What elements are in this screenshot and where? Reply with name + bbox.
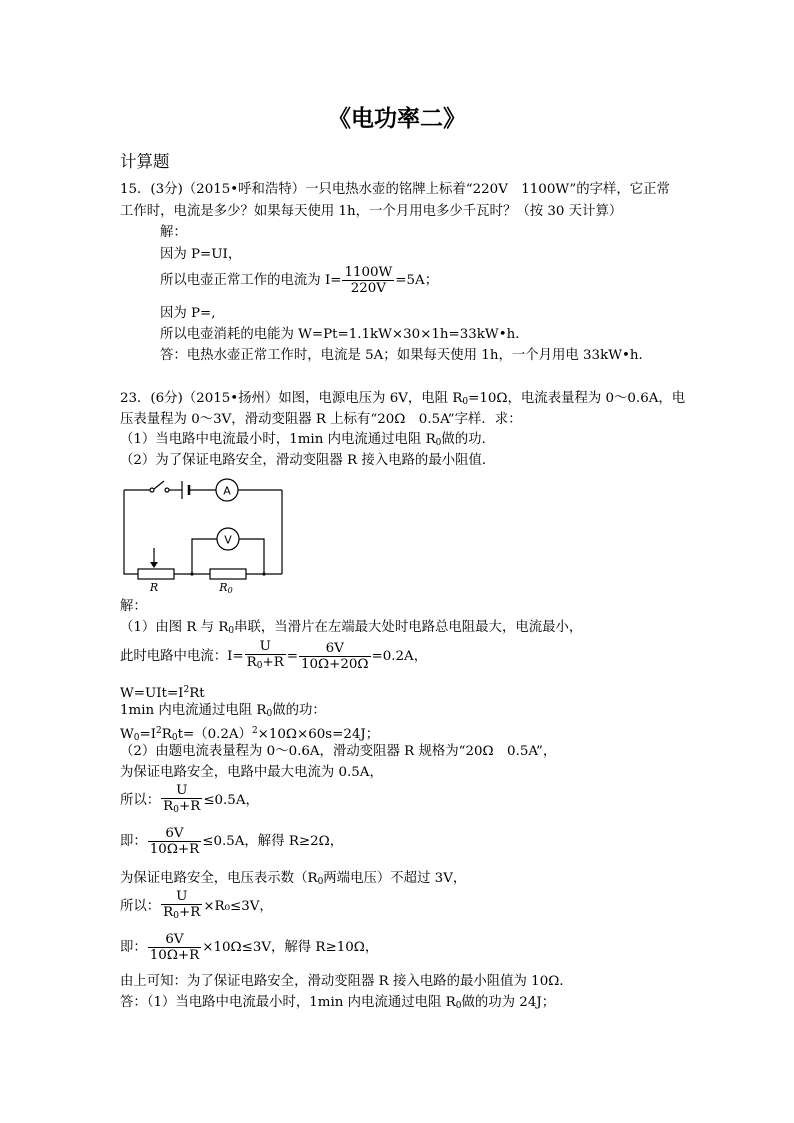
solution-start: 解： — [120, 599, 147, 614]
fraction: $\frac{6V}{10\Omega+R}$ — [149, 826, 200, 857]
q23-line2: 压表量程为 0～3V，滑动变阻器 R 上标有“20Ω 0.5A”字样．求： — [120, 412, 522, 427]
resistor-R0 — [210, 569, 246, 579]
q15-line1: 15．(3分)（2015•呼和浩特）一只电热水壶的铭牌上标着“220V 1100W”的字样，它正常 — [120, 182, 670, 197]
page-title: 《电功率二》 — [328, 106, 466, 132]
slider-arrowhead — [150, 562, 158, 568]
q15-step1: 解： — [160, 225, 187, 240]
fraction: $\frac{U}{R_0+R}$ — [163, 783, 201, 815]
junction-dot — [190, 572, 193, 575]
fraction: $\frac{U}{R_0+R}$ — [246, 639, 284, 671]
switch-pivot — [150, 488, 154, 492]
switch-contact — [165, 488, 169, 492]
fraction: $\frac{6V}{10\Omega+R}$ — [149, 932, 200, 963]
fraction: $\frac{1100W}{220V}$ — [344, 265, 393, 296]
solution-b2: 为保证电路安全，电路中最大电流为 0.5A， — [120, 765, 383, 780]
solution-a4: 1min 内电流通过电阻 $R_0$做的功： — [120, 703, 326, 719]
resistor-label: R0 — [219, 581, 233, 594]
solution-a3: $W=UIt=I^2Rt$ — [120, 685, 205, 701]
voltmeter-label: V — [224, 533, 232, 547]
q23-line4: （2）为了保证电路安全，滑动变阻器 R 接入电路的最小阻值． — [120, 453, 496, 468]
solution-answer: 答：（1）当电路中电流最小时，1min 内电流通过电阻 $R_0$做的功为 24J； — [120, 995, 556, 1011]
rheostat-label: R — [149, 581, 159, 594]
fraction: $\frac{U}{R_0+R}$ — [163, 889, 201, 921]
circuit-diagram — [120, 476, 290, 594]
solution-a2: 此时电路中电流：I= $\frac{U}{R_0+R}$ = $\frac{6V}{10\Omega+20\Omega}$ =0.2A， — [120, 639, 428, 672]
solution-b6: 所以： $\frac{U}{R_0+R}$ ×R₀≤3V， — [120, 889, 273, 924]
q23-line3: （1）当电路中电流最小时，1min 内电流通过电阻 $R_0$做的功． — [120, 432, 495, 448]
switch-blade — [154, 481, 164, 489]
q15-line2: 工作时，电流是多少？如果每天使用 1h，一个月用电多少千瓦时？（按 30 天计算） — [120, 204, 623, 219]
section-heading: 计算题 — [120, 152, 170, 171]
q15-answer: 答：电热水壶正常工作时，电流是 5A；如果每天使用 1h，一个月用电 33kW•h． — [160, 348, 652, 363]
q15-step2: 因为 P=UI， — [160, 247, 242, 262]
junction-dot — [262, 572, 265, 575]
solution-b3: 所以： $\frac{U}{R_0+R}$ ≤0.5A， — [120, 783, 259, 818]
q15-step3: 所以电壶正常工作的电流为 I= $\frac{1100W}{220V}$ =5A； — [160, 265, 439, 296]
solution-a1: （1）由图 R 与 $R_0$串联，当滑片在左端最大处时电路总电阻最大，电流最小， — [120, 620, 583, 636]
solution-a5: $W_0=I^2R_0t=(0.2A)^2\times 10\Omega\times 60s=24J$； — [120, 726, 380, 743]
fraction: $\frac{6V}{10\Omega+20\Omega}$ — [301, 641, 369, 672]
q23-line1: 23．(6分)（2015•扬州）如图，电源电压为 6V，电阻 $R_0=10\Omega$，电流表量程为 0～0.6A，电 — [120, 391, 686, 407]
q15-step4: 因为 P=, — [160, 306, 216, 321]
solution-b8: 由上可知：为了保证电路安全，滑动变阻器 R 接入电路的最小阻值为 10Ω． — [120, 974, 573, 989]
rheostat-R — [138, 569, 174, 579]
ammeter-label: A — [223, 484, 231, 498]
solution-b1: （2）由题电流表量程为 0～0.6A，滑动变阻器 R 规格为“20Ω 0.5A”， — [120, 744, 557, 759]
q15-step5: 所以电壶消耗的电能为 W=Pt=1.1kW×30×1h=33kW•h． — [160, 327, 529, 342]
solution-b4: 即： $\frac{6V}{10\Omega+R}$ ≤0.5A，解得 R≥2Ω， — [120, 826, 344, 857]
solution-b5: 为保证电路安全，电压表示数（$R_0$两端电压）不超过 3V， — [120, 871, 467, 887]
wire-left — [124, 490, 138, 574]
solution-b7: 即： $\frac{6V}{10\Omega+R}$ ×10Ω≤3V，解得 R≥10Ω， — [120, 932, 379, 963]
